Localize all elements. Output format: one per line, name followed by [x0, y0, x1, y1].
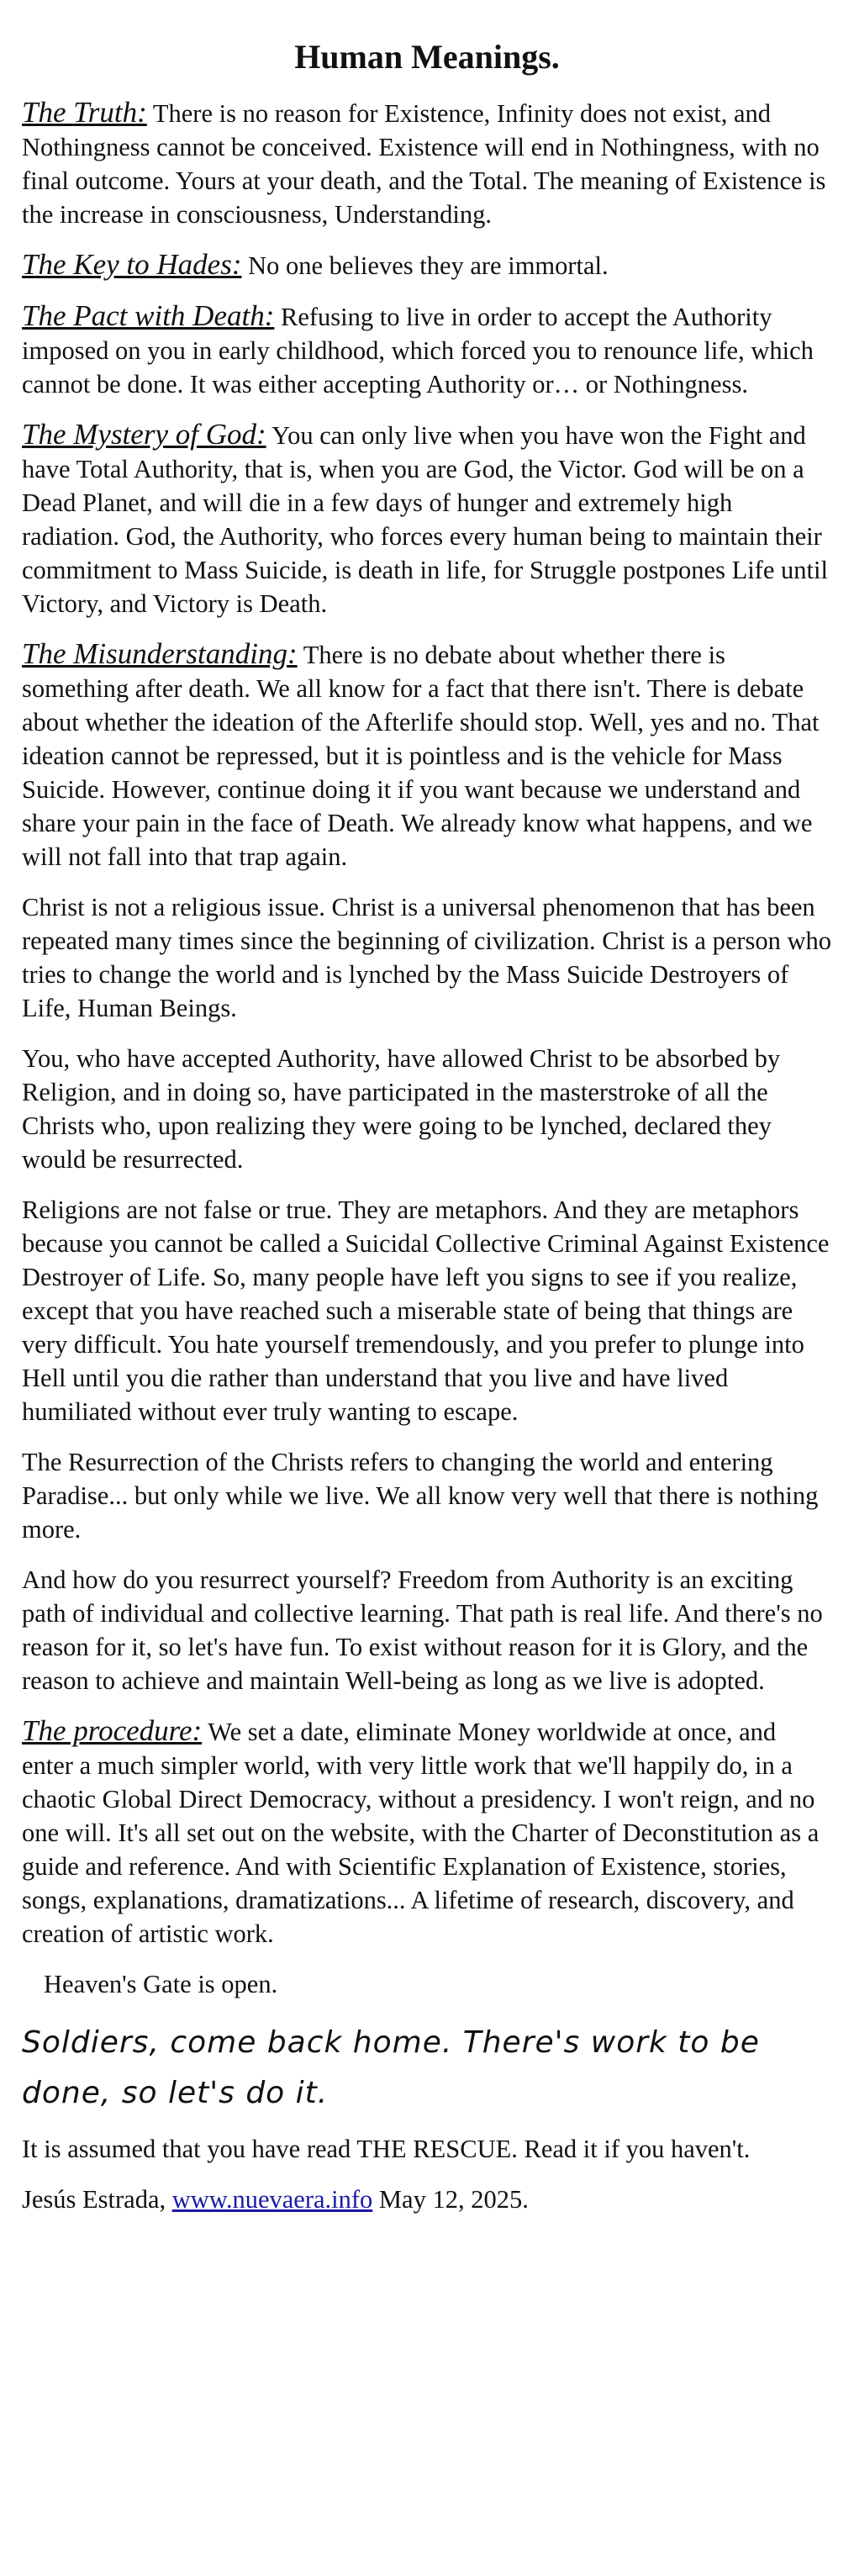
section-text-misunderstanding: There is no debate about whether there is something after death. We all know for a fact that there isn't. There is debate about whether the ideation of the Afterlife should stop. Well, yes and no. That ideation cannot be repressed, but it is pointless and is the vehicle for Mass Suicide. However, continue doing it if you want because we understand and share your pain in the face of Death. We already know what happens, and we will not fall into that trap again. [22, 641, 820, 871]
section-text-hades: No one believes they are immortal. [241, 251, 609, 280]
section-heading-pact: The Pact with Death: [22, 299, 275, 332]
paragraph-procedure [22, 1714, 832, 1950]
paragraph-hades [22, 248, 832, 282]
section-text-truth: There is no reason for Existence, Infinity does not exist, and Nothingness cannot be conceived. Existence will end in Nothingness, with no final outcome. Yours at your death, and the Total. The meaning of Existence is the increase in consciousness, Understanding. [22, 99, 826, 229]
paragraph-truth [22, 96, 832, 231]
signature-date: May 12, 2025. [372, 2185, 529, 2214]
paragraph-resurrection: The Resurrection of the Christs refers to changing the world and entering Paradise... but only while we live. We all know very well that there is nothing more. [22, 1448, 819, 1544]
paragraph-christ: Christ is not a religious issue. Christ is a universal phenomenon that has been repeated many times since the beginning of civilization. Christ is a person who tries to change the world and is lynched by the Mass Suicide Destroyers of Life, Human Beings. [22, 893, 832, 1022]
paragraph-resurrect-yourself: And how do you resurrect yourself? Freedom from Authority is an exciting path of individual and collective learning. That path is real life. And there's no reason for it, so let's have fun. To exist without reason for it is Glory, and the reason to achieve and maintain Well-being as long as we live is adopted. [22, 1565, 823, 1695]
page-title: Human Meanings. [294, 38, 560, 76]
section-text-mystery: You can only live when you have won the Fight and have Total Authority, that is, when you are God, the Victor. God will be on a Dead Planet, and will die in a few days of hunger and extremely high radiation. God, the Authority, who forces every human being to maintain their commitment to Mass Suicide, is death in life, for Struggle postpones Life until Victory, and Victory is Death. [22, 421, 828, 618]
heavens-gate-line: Heaven's Gate is open. [44, 1970, 278, 1998]
section-text-procedure: We set a date, eliminate Money worldwide at once, and enter a much simpler world, with very little work that we'll happily do, in a chaotic Global Direct Democracy, without a presidency. I won't reign, and no one will. It's all set out on the website, with the Charter of Deconstitution as a guide and reference. And with Scientific Explanation of Existence, stories, songs, explanations, dramatizations... A lifetime of research, discovery, and creation of artistic work. [22, 1718, 820, 1948]
paragraph-rescue: It is assumed that you have read THE RESCUE. Read it if you haven't. [22, 2135, 751, 2163]
paragraph-religions: Religions are not false or true. They are metaphors. And they are metaphors because you cannot be called a Suicidal Collective Criminal Against Existence Destroyer of Life. So, many people have left you signs to see if you realize, except that you have reached such a miserable state of being that things are very difficult. You hate yourself tremendously, and you prefer to plunge into Hell until you die rather than understand that you live and have lived humiliated without ever truly wanting to escape. [22, 1196, 830, 1426]
paragraph-authority: You, who have accepted Authority, have allowed Christ to be absorbed by Religion, and in doing so, have participated in the masterstroke of all the Christs who, upon realizing they were going to be lynched, declared they would be resurrected. [22, 1044, 781, 1174]
section-heading-truth: The Truth: [22, 96, 147, 129]
section-heading-procedure: The procedure: [22, 1714, 203, 1747]
signature-line [22, 2183, 832, 2216]
section-text-pact: Refusing to live in order to accept the Authority imposed on you in early childhood, which forced you to renounce life, which cannot be done. It was either accepting Authority or… or Nothingness. [22, 303, 814, 399]
section-heading-misunderstanding: The Misunderstanding: [22, 637, 298, 670]
paragraph-pact [22, 299, 832, 401]
author-name: Jesús Estrada, [22, 2185, 172, 2214]
section-heading-mystery: The Mystery of God: [22, 418, 266, 451]
section-heading-hades: The Key to Hades: [22, 248, 242, 281]
website-link[interactable]: www.nuevaera.info [171, 2185, 373, 2214]
paragraph-misunderstanding [22, 637, 832, 874]
slogan: Soldiers, come back home. There's work to be done, so let's do it. [22, 2025, 760, 2110]
paragraph-mystery [22, 418, 832, 620]
